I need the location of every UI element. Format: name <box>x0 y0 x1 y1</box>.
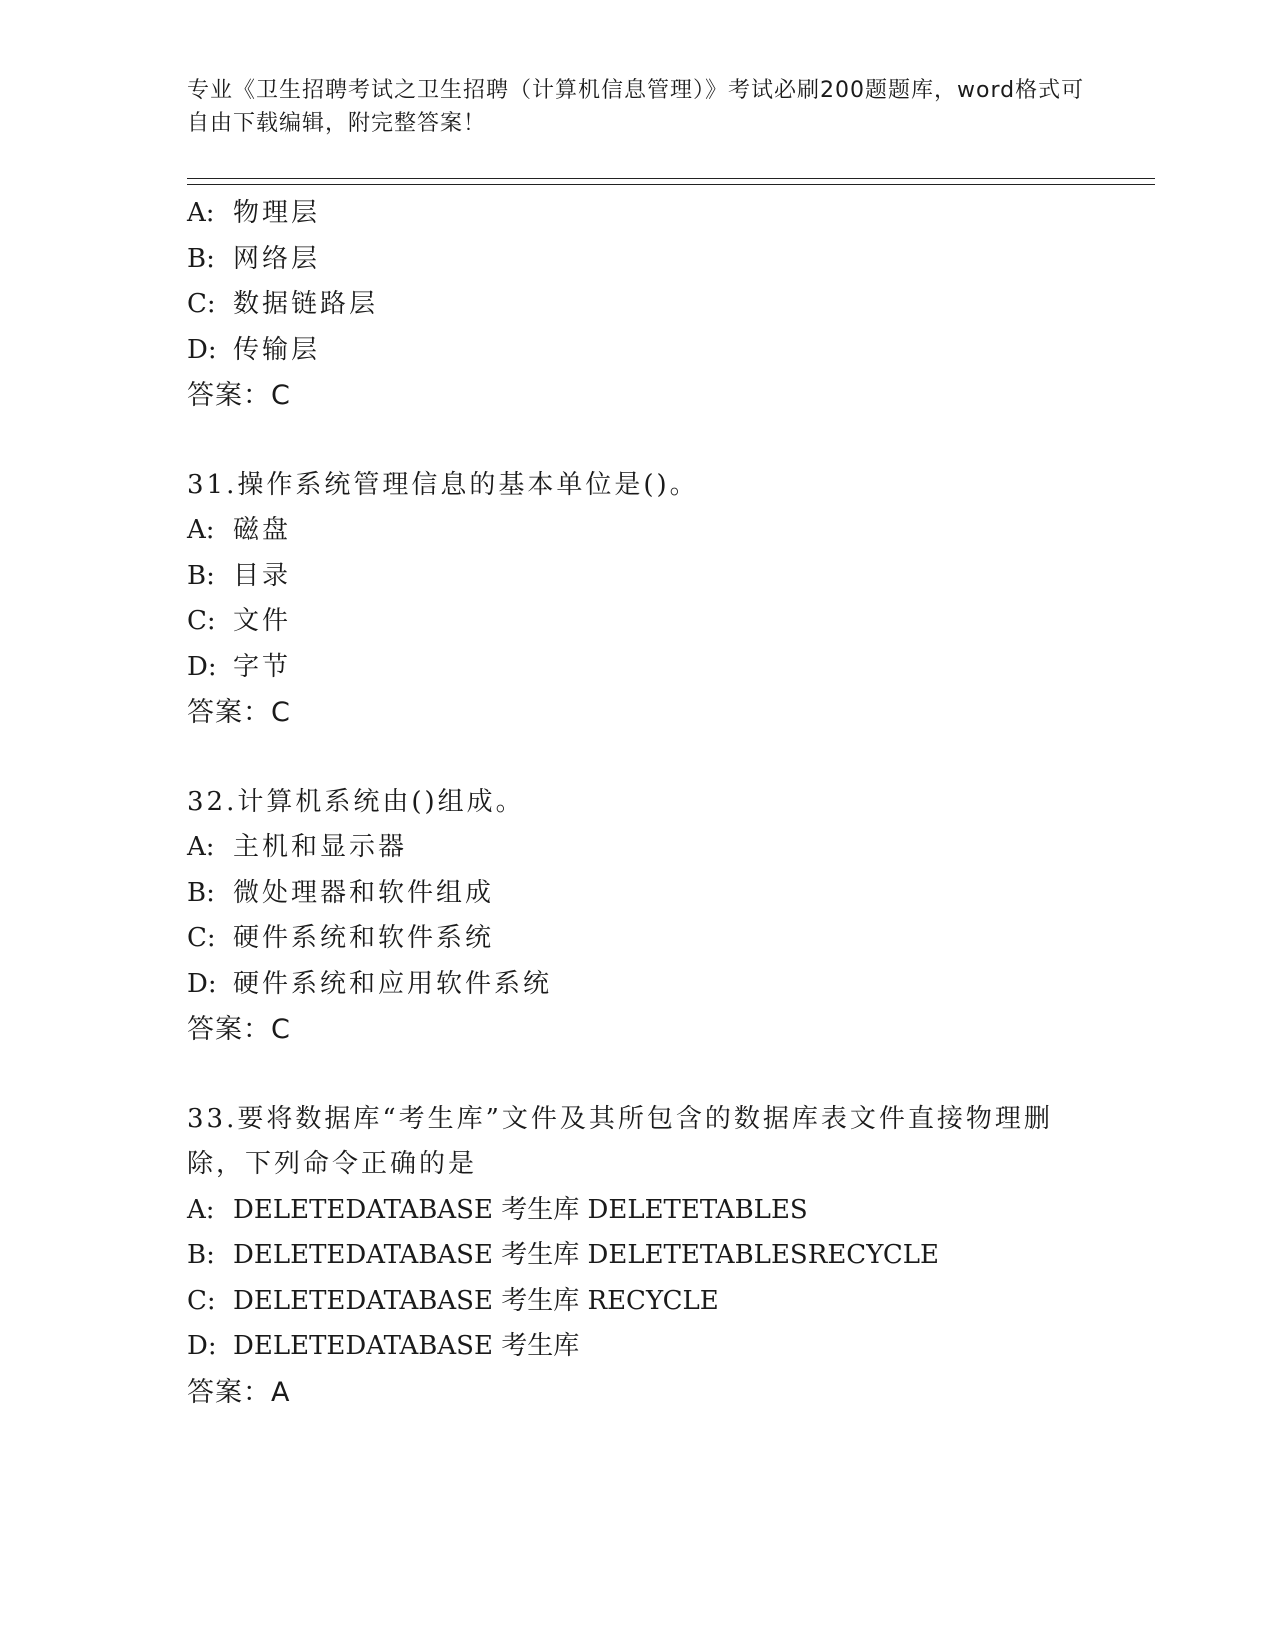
header-divider-bottom <box>187 184 1155 185</box>
option-c: C: 硬件系统和软件系统 <box>187 923 495 953</box>
option-c: C: DELETEDATABASE 考生库 RECYCLE <box>187 1285 719 1316</box>
question-list <box>187 191 1107 1415</box>
option-b: B: 目录 <box>187 560 292 591</box>
document-header: 专业《卫生招聘考试之卫生招聘（计算机信息管理）》考试必刷200题题库，word格式可自由下载编辑，附完整答案！ <box>187 78 1085 136</box>
option-c: C: 文件 <box>187 606 292 636</box>
option-b: B: 微处理器和软件组成 <box>187 877 495 908</box>
option-a: A: 磁盘 <box>187 515 292 545</box>
option-a: A: DELETEDATABASE 考生库 DELETETABLES <box>187 1194 808 1225</box>
option-d: D: 字节 <box>187 651 292 682</box>
answer: 答案：C <box>187 697 291 728</box>
option-d: D: 硬件系统和应用软件系统 <box>187 968 553 999</box>
question-32 <box>187 780 1107 1053</box>
question-33 <box>187 1097 1107 1416</box>
header-divider-top <box>187 178 1155 179</box>
option-b: B: DELETEDATABASE 考生库 DELETETABLESRECYCLE <box>187 1240 940 1270</box>
option-c: C: 数据链路层 <box>187 289 379 319</box>
option-a: A: 物理层 <box>187 198 321 228</box>
option-b: B: 网络层 <box>187 243 321 274</box>
option-d: D: 传输层 <box>187 334 321 365</box>
question-stem: 31.操作系统管理信息的基本单位是()。 <box>187 469 699 500</box>
answer: 答案：C <box>187 380 291 411</box>
question-31 <box>187 463 1107 736</box>
question-stem: 33.要将数据库“考生库”文件及其所包含的数据库表文件直接物理删除，下列命令正确的是 <box>187 1103 1053 1179</box>
answer: 答案：C <box>187 1014 291 1045</box>
question-30 <box>187 191 1107 419</box>
option-a: A: 主机和显示器 <box>187 832 408 862</box>
question-stem: 32.计算机系统由()组成。 <box>187 786 525 817</box>
option-d: D: DELETEDATABASE 考生库 <box>187 1331 580 1361</box>
answer: 答案：A <box>187 1376 291 1408</box>
